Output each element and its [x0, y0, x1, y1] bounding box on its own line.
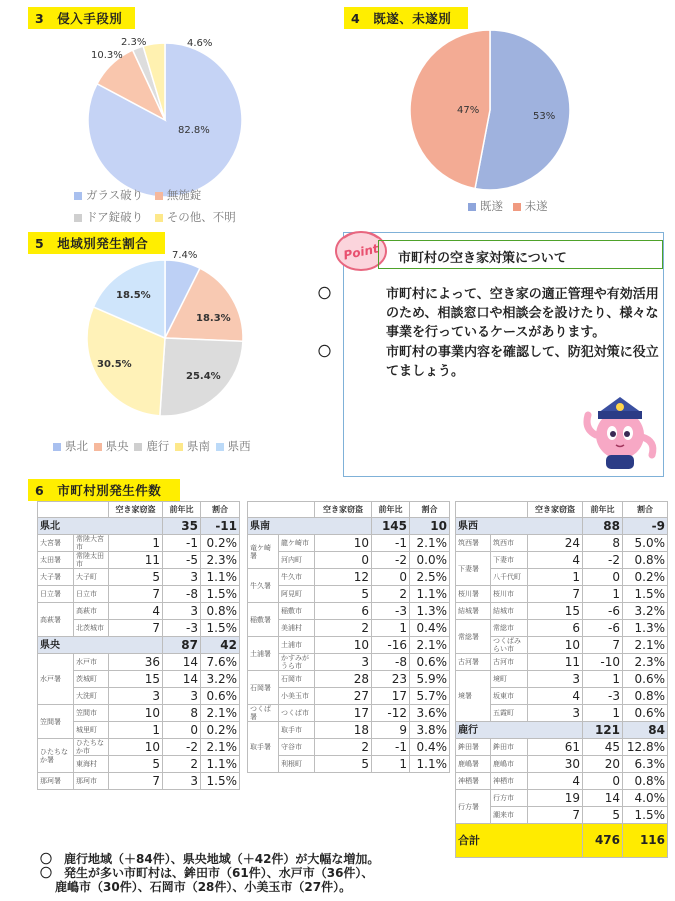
table-row: 稲敷署 稲敷市 6 -3 1.3% [248, 603, 450, 620]
legend-item-other: その他、不明 [153, 210, 236, 224]
table-row: 北茨城市 7 -3 1.5% [38, 620, 240, 637]
pie5-label-kennan: 30.5% [97, 359, 132, 370]
table-row: 坂東市 4 -3 0.8% [456, 688, 668, 705]
region-total-row: 県南 145 10 [248, 518, 450, 535]
table-row: 八千代町 1 0 0.2% [456, 569, 668, 586]
table-row: 守谷市 2 -1 0.4% [248, 739, 450, 756]
grand-total-row: 合計 476 116 [456, 824, 668, 858]
table-row: 古河署 古河市 11 -10 2.3% [456, 654, 668, 671]
legend-item-kennan: 県南 [173, 439, 210, 453]
pie4-label-attempted: 47% [457, 105, 480, 116]
table-row: 鹿嶋署 鹿嶋市 30 20 6.3% [456, 756, 668, 773]
pie3-label-unlocked: 10.3% [91, 50, 123, 61]
table-row: 小美玉市 27 17 5.7% [248, 688, 450, 705]
table-row: 牛久署 牛久市 12 0 2.5% [248, 569, 450, 586]
table-row: 土浦署 土浦市 10 -16 2.1% [248, 637, 450, 654]
table-row: 筑西署 筑西市 24 8 5.0% [456, 535, 668, 552]
pie5-legend [51, 438, 251, 454]
legend-item-rokko: 鹿行 [132, 439, 169, 453]
table-row: 常総署 常総市 6 -6 1.3% [456, 620, 668, 637]
pie5-label-rokko: 25.4% [186, 371, 221, 382]
table-row: かすみがうら市 3 -8 0.6% [248, 654, 450, 671]
table-row: 結城署 結城市 15 -6 3.2% [456, 603, 668, 620]
point-text [318, 285, 662, 382]
note-line-1: 〇 鹿行地域（＋84件）、県央地域（＋42件）が大幅な増加。 [40, 852, 380, 866]
table-row: つくばみらい市 10 7 2.1% [456, 637, 668, 654]
pie3-label-glass: 82.8% [178, 125, 210, 136]
table-row: 日立署 日立市 7 -8 1.5% [38, 586, 240, 603]
table-row: 水戸署 水戸市 36 14 7.6% [38, 654, 240, 671]
header-cell: 前年比 [583, 502, 623, 518]
pie3-label-other: 4.6% [187, 38, 213, 49]
table-header [248, 502, 450, 518]
table-header [38, 502, 240, 518]
pie-chart-regions [60, 240, 280, 440]
table-row: 境署 境町 3 1 0.6% [456, 671, 668, 688]
table-row: 行方署 行方市 19 14 4.0% [456, 790, 668, 807]
legend-item-kenpoku: 県北 [51, 439, 88, 453]
table-row: 美浦村 2 1 0.4% [248, 620, 450, 637]
legend-item-kensei: 県西 [214, 439, 251, 453]
table-row: 那珂署 那珂市 7 3 1.5% [38, 773, 240, 790]
pie5-label-kensei: 18.5% [116, 290, 151, 301]
table-kensei-rokko [455, 501, 668, 858]
region-total-row: 県央 87 42 [38, 637, 240, 654]
table-row: 笠間署 笠間市 10 8 2.1% [38, 705, 240, 722]
section-3-title: 3 侵入手段別 [28, 7, 135, 29]
mascot-illustration [582, 385, 662, 473]
table-row: 太田署 常陸太田市 11 -5 2.3% [38, 552, 240, 569]
section-5-title: 5 地域別発生割合 [28, 232, 165, 254]
table-row: 潮来市 7 5 1.5% [456, 807, 668, 824]
table-row: 五霞町 3 1 0.6% [456, 705, 668, 722]
legend-item-door: ドア錠破り [72, 210, 143, 224]
table-row: 東海村 5 2 1.1% [38, 756, 240, 773]
header-cell: 空き家窃盗 [528, 502, 583, 518]
table-row: 大洗町 3 3 0.6% [38, 688, 240, 705]
section-4-title: 4 既遂、未遂別 [344, 7, 468, 29]
table-row: 利根町 5 1 1.1% [248, 756, 450, 773]
table-row: 茨城町 15 14 3.2% [38, 671, 240, 688]
pie3-label-door: 2.3% [121, 37, 147, 48]
legend-item-completed: 既遂 [466, 199, 503, 213]
table-header [456, 502, 668, 518]
point-title: 市町村の空き家対策について [378, 240, 663, 269]
table-row: 桜川署 桜川市 7 1 1.5% [456, 586, 668, 603]
table-row: 城里町 1 0 0.2% [38, 722, 240, 739]
table-row: 石岡署 石岡市 28 23 5.9% [248, 671, 450, 688]
table-row: 竜ケ崎署 龍ケ崎市 10 -1 2.1% [248, 535, 450, 552]
section-6-title: 6 市町村別発生件数 [28, 479, 180, 501]
summary-notes [40, 852, 379, 894]
pie4-legend [466, 198, 548, 214]
table-row: 取手署 取手市 18 9 3.8% [248, 722, 450, 739]
header-cell: 空き家窃盗 [315, 502, 372, 518]
pie4-label-completed: 53% [533, 111, 556, 122]
table-row: 神栖署 神栖市 4 0 0.8% [456, 773, 668, 790]
pie-chart-completed [400, 20, 600, 200]
table-row: 阿見町 5 2 1.1% [248, 586, 450, 603]
table-row: つくば署 つくば市 17 -12 3.6% [248, 705, 450, 722]
table-row: 下妻署 下妻市 4 -2 0.8% [456, 552, 668, 569]
legend-item-kenou: 県央 [92, 439, 129, 453]
table-row: 高萩署 高萩市 4 3 0.8% [38, 603, 240, 620]
header-cell: 割合 [623, 502, 668, 518]
point-para-1: 〇 市町村によって、空き家の適正管理や有効活用のため、相談窓口や相談会を設けたり、様々な事業を行っているケースがあります。 [318, 287, 659, 340]
pie5-label-kenou: 18.3% [196, 313, 231, 324]
table-row: 河内町 0 -2 0.0% [248, 552, 450, 569]
table-kennan [247, 501, 450, 773]
note-line-3: 鹿嶋市（30件）、石岡市（28件）、小美玉市（27件）。 [55, 880, 352, 894]
table-row: 大子署 大子町 5 3 1.1% [38, 569, 240, 586]
table-row: ひたちなか署 ひたちなか市 10 -2 2.1% [38, 739, 240, 756]
header-cell: 空き家窃盗 [109, 502, 163, 518]
note-line-2: 〇 発生が多い市町村は、鉾田市（61件）、水戸市（36件）、 [40, 866, 374, 880]
region-total-row: 鹿行 121 84 [456, 722, 668, 739]
table-row: 鉾田署 鉾田市 61 45 12.8% [456, 739, 668, 756]
header-cell: 前年比 [163, 502, 201, 518]
table-row: 大宮署 常陸大宮市 1 -1 0.2% [38, 535, 240, 552]
region-total-row: 県西 88 -9 [456, 518, 668, 535]
table-kenpoku-kenou [37, 501, 240, 790]
pie3-legend [72, 184, 236, 228]
pie5-label-kenpoku: 7.4% [172, 250, 198, 261]
header-cell: 前年比 [372, 502, 410, 518]
header-cell: 割合 [410, 502, 450, 518]
legend-item-unlocked: 無施錠 [153, 188, 202, 202]
point-para-2: 〇 市町村の事業内容を確認して、防犯対策に役立てましょう。 [318, 345, 659, 379]
legend-item-attempted: 未遂 [511, 199, 548, 213]
header-cell: 割合 [201, 502, 240, 518]
point-badge-text: Point [342, 241, 380, 263]
legend-item-glass: ガラス破り [72, 188, 143, 202]
region-total-row: 県北 35 -11 [38, 518, 240, 535]
